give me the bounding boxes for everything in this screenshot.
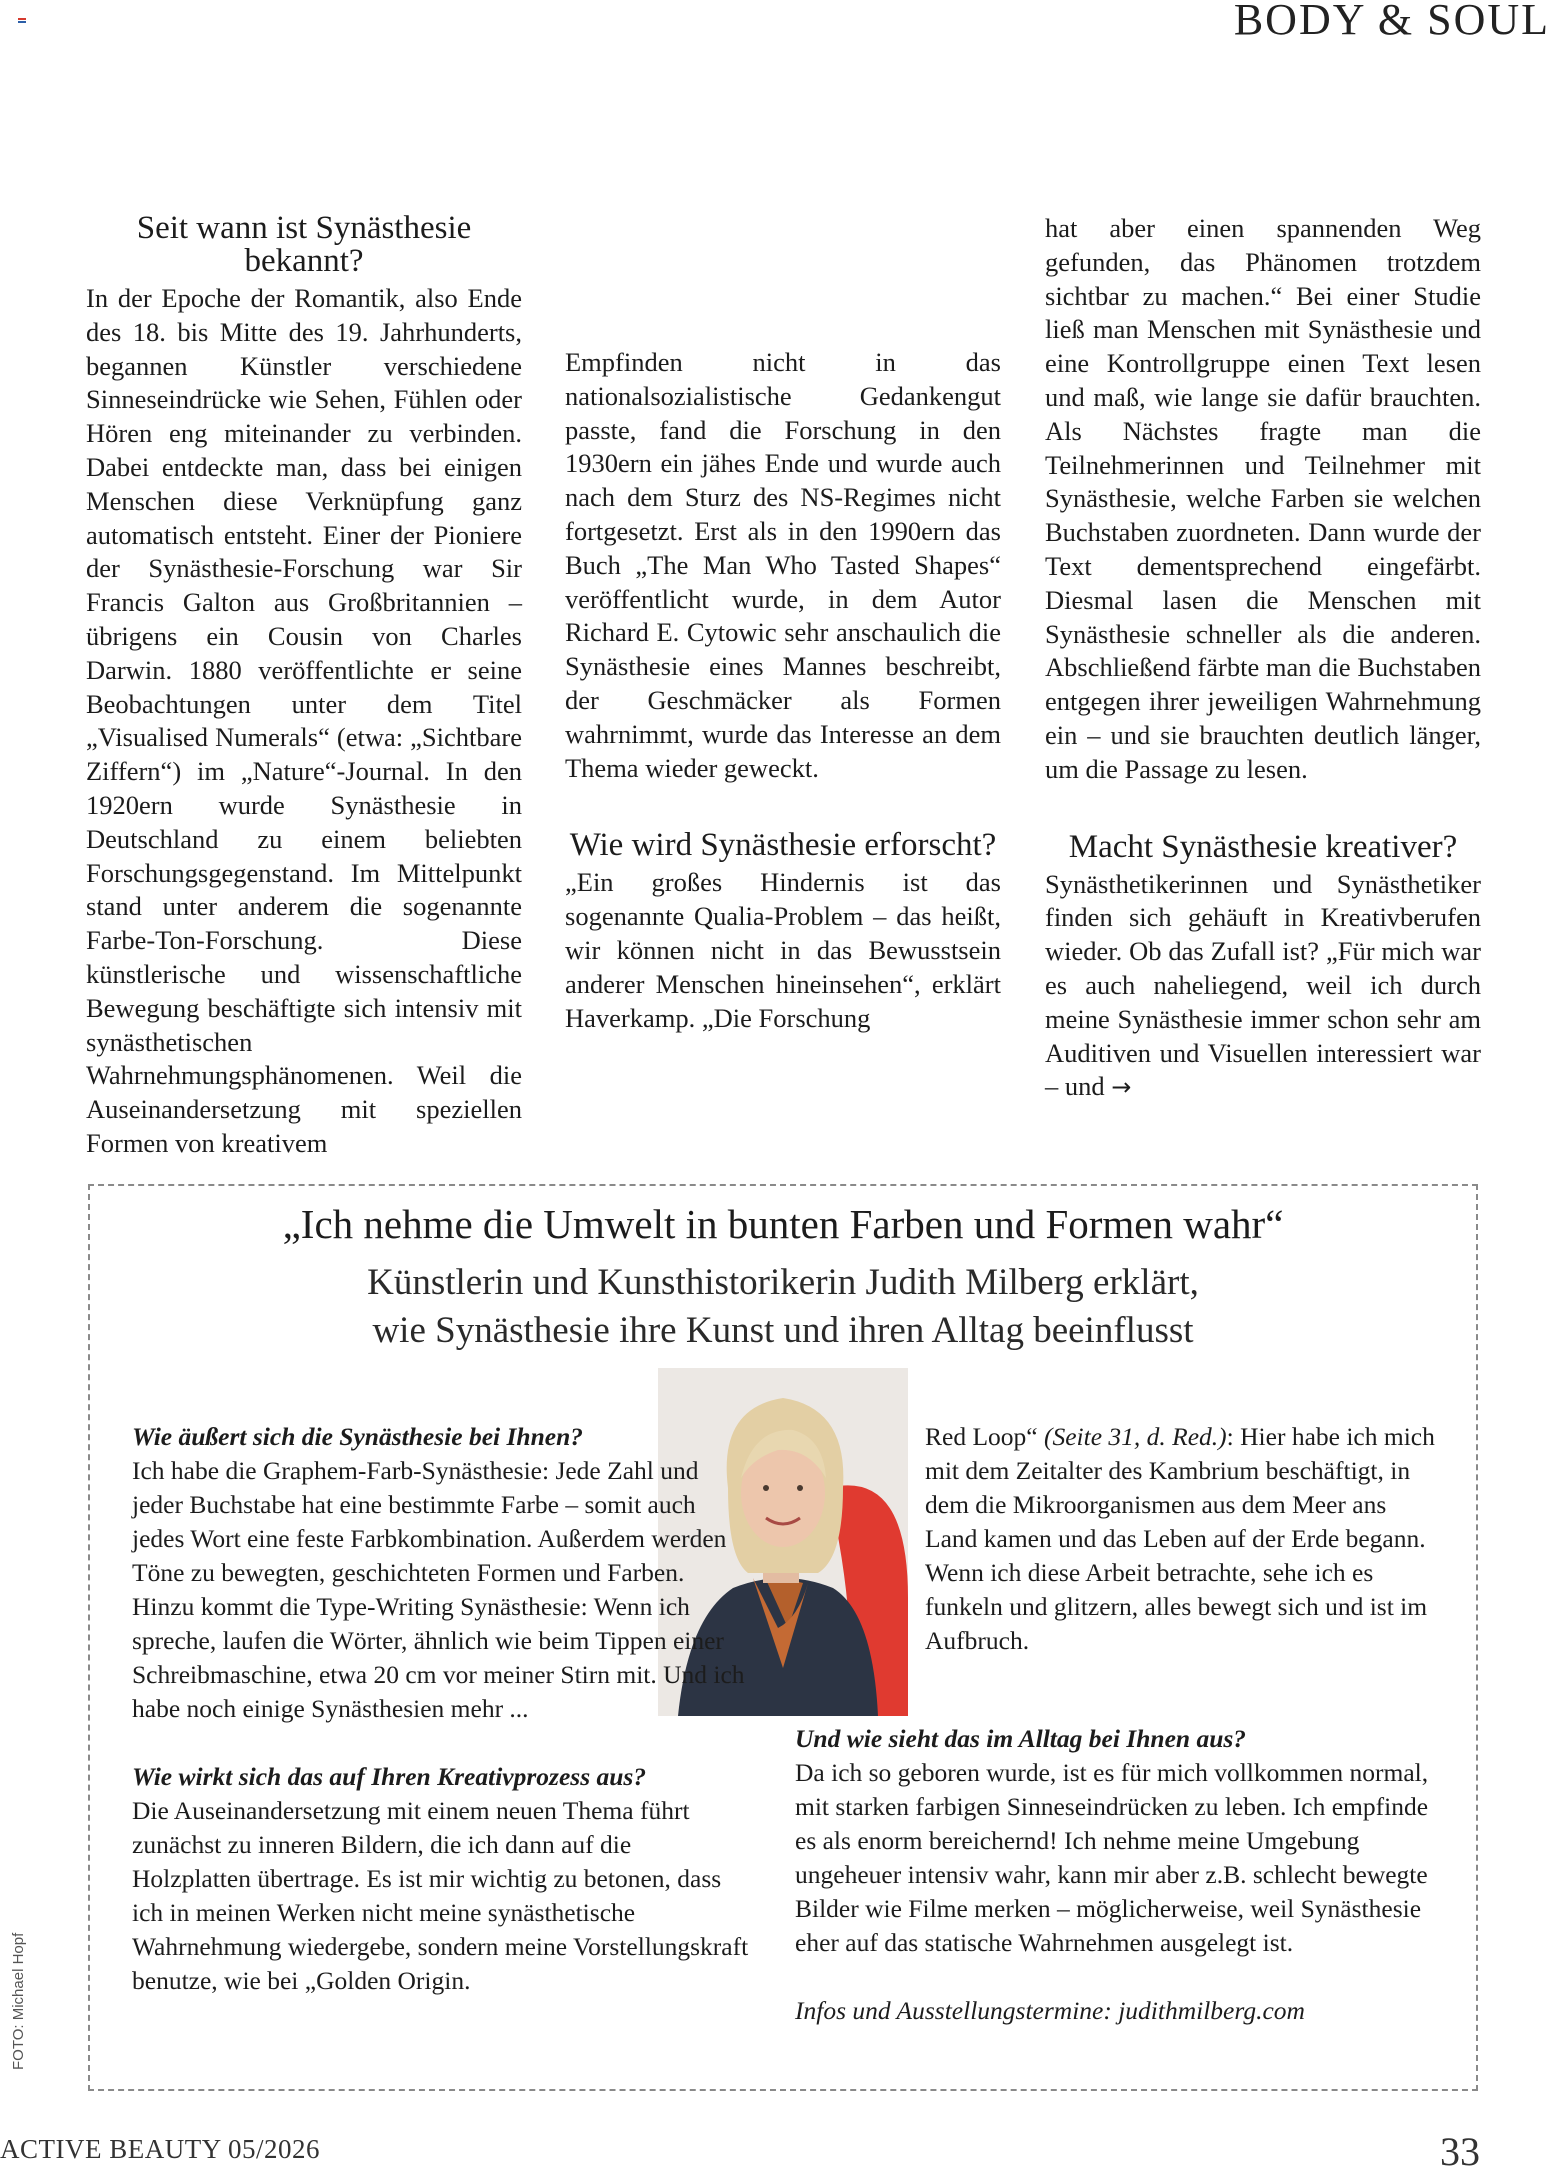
paragraph-history: In der Epoche der Romantik, also Ende des 18. bis Mitte des 19. Jahrhunderts, begannen Künstler verschiedene Sinneseindrücke wie Sehen, Fühlen oder Hören eng miteinander zu verbinden. Dabei entdeckte man, dass bei einigen Menschen diese Verknüpfung ganz automatisch entsteht. Einer der Pioniere der Synästhesie-Forschung war Sir Francis Galton aus Großbritannien – übrigens ein Cousin von Charles Darwin. 1880 veröffentlichte er seine Beobachtungen unter dem Titel „Visualised Numerals“ (etwa: „Sichtbare Ziffern“) im „Nature“-Journal. In den 1920ern wurde Synästhesie in Deutschland zu einem beliebten Forschungsgegenstand. Im Mittelpunkt stand unter anderem die sogenannte Farbe-Ton-Forschung. Diese künstlerische und wissenschaftliche Bewegung beschäftigte sich intensiv mit synästhetischen Wahrnehmungsphänomenen. Weil die Auseinandersetzung mit speziellen Formen von kreativem (86, 283, 522, 1158)
subheading-since-when: Seit wann ist Synästhesie bekannt? (136, 210, 472, 279)
answer-2: Die Auseinandersetzung mit einem neuen Thema führt zunächst zu inneren Bildern, die ich dann auf die Holzplatten übertrage. Es ist mir wichtig zu betonen, dass ich in meinen Werken nicht meine synästhetische Wahrnehmung wiedergebe, sondern meine Vorstellungskraft benutze, wie bei „Golden Origin. (132, 1796, 749, 1995)
question-1: Wie äußert sich die Synästhesie bei Ihnen? (132, 1422, 584, 1451)
paragraph-qualia: „Ein großes Hindernis ist das sogenannte Qualia-Problem – das heißt, wir können nicht in das Bewusstsein anderer Menschen hineinsehen“, erklärt Haverkamp. „Die Forschung (565, 867, 1001, 1033)
question-2: Wie wirkt sich das auf Ihren Kreativprozess aus? (132, 1762, 647, 1791)
editor-note: (Seite 31, d. Red.) (1043, 1422, 1227, 1451)
arrow-right-icon: → (1111, 1073, 1132, 1102)
paragraph-creative (1045, 868, 1481, 1106)
spacer (795, 1960, 1445, 1994)
interview-column-right-bottom (795, 1722, 1445, 2028)
subheading-how-researched: Wie wird Synästhesie erforscht? (569, 827, 997, 864)
interview-column-left (132, 1420, 752, 1998)
page-number: 33 (1440, 2129, 1480, 2174)
paragraph-study: hat aber einen spannenden Weg gefunden, das Phänomen trotzdem sichtbar zu machen.“ Bei einer Studie ließ man Menschen mit Synästhesie und eine Kontrollgruppe einen Text lesen und maß, wie lange sie dafür brauchten. Als Nächstes fragte man die Teilnehmerinnen und Teilnehmer mit Synästhesie, welche Farben sie welchen Buchstaben zuordneten. Dann wurde der Text dementsprechend eingefärbt. Diesmal lasen die Menschen mit Synästhesie schneller als die anderen. Abschließend färbte man die Buchstaben entgegen ihrer jeweiligen Wahrnehmung ein – und sie brauchten deutlich länger, um die Passage zu lesen. (1045, 213, 1481, 784)
interview-title: „Ich nehme die Umwelt in bunten Farben und Formen wahr“ (282, 1201, 1284, 1247)
paragraph-creative-text: Synästhetikerinnen und Synästhetiker finden sich gehäuft in Kreativberufen wieder. Ob das Zufall ist? „Für mich war es auch naheliegend, weil ich durch meine Synästhesie immer schon sehr am Auditiven und Visuellen interessiert war – und (1045, 868, 1481, 1102)
info-line: Infos und Ausstellungstermine: judithmilberg.com (795, 1996, 1305, 2025)
color-mark-icon (18, 18, 26, 24)
artwork-title-end: Red Loop“ (925, 1422, 1038, 1451)
interview-lead-line-1: Künstlerin und Kunsthistorikerin Judith Milberg erklärt, (367, 1262, 1199, 1303)
photo-credit: FOTO: Michael Hopf (10, 1932, 27, 2070)
magazine-issue: ACTIVE BEAUTY 05/2026 (0, 2134, 320, 2164)
answer-2-continued-text: : Hier habe ich mich mit dem Zeitalter des Kambrium beschäftigt, in dem die Mikroorganismen aus dem Meer ans Land kamen und das Leben auf der Erde begann. Wenn ich diese Arbeit betrachte, sehe ich es funkeln und glitzern, alles bewegt sich und ist im Aufbruch. (925, 1422, 1435, 1655)
interview-column-right-top (925, 1420, 1445, 1658)
article-column-2 (565, 346, 1001, 1035)
section-title: BODY & SOUL (1233, 0, 1550, 44)
interview-lead-line-2: wie Synästhesie ihre Kunst und ihren Alltag beeinflusst (372, 1310, 1194, 1351)
answer-3: Da ich so geboren wurde, ist es für mich vollkommen normal, mit starken farbigen Sinneseindrücken zu leben. Ich empfinde es als enorm bereichernd! Ich nehme meine Umgebung ungeheuer intensiv wahr, kann mir aber z.B. schlecht bewegte Bilder wie Filme merken – möglicherweise, weil Synästhesie eher auf das statische Wahrnehmen ausgelegt ist. (795, 1758, 1429, 1957)
answer-2-continued (925, 1420, 1445, 1658)
paragraph-research-history: Empfinden nicht in das nationalsozialistische Gedankengut passte, fand die Forschung in den 1930ern ein jähes Ende und wurde auch nach dem Sturz des NS-Regimes nicht fortgesetzt. Erst als in den 1990ern das Buch „The Man Who Tasted Shapes“ veröffentlicht wurde, in dem Autor Richard E. Cytowic sehr anschaulich die Synästhesie eines Mannes beschreibt, der Geschmäcker als Formen wahrnimmt, wurde das Interesse an dem Thema wieder geweckt. (565, 347, 1001, 783)
interview-lead (88, 1259, 1478, 1355)
article-column-1 (86, 212, 522, 1161)
answer-1: Ich habe die Graphem-Farb-Synästhesie: Jede Zahl und jeder Buchstabe hat eine bestimmte Farbe – somit auch jedes Wort eine feste Farbkombination. Außerdem werden Töne zu bewegten, geschichteten Formen und Farben. Hinzu kommt die Type-Writing Synästhesie: Wenn ich spreche, laufen die Wörter, ähnlich wie beim Tippen einer Schreibmaschine, etwa 20 cm vor meiner Stirn mit. Und ich habe noch einige Synästhesien mehr ... (132, 1456, 745, 1723)
article-column-3 (1045, 212, 1481, 1105)
question-3: Und wie sieht das im Alltag bei Ihnen aus? (795, 1724, 1247, 1753)
spacer (132, 1726, 752, 1760)
subheading-more-creative: Macht Synästhesie kreativer? (1068, 828, 1458, 865)
